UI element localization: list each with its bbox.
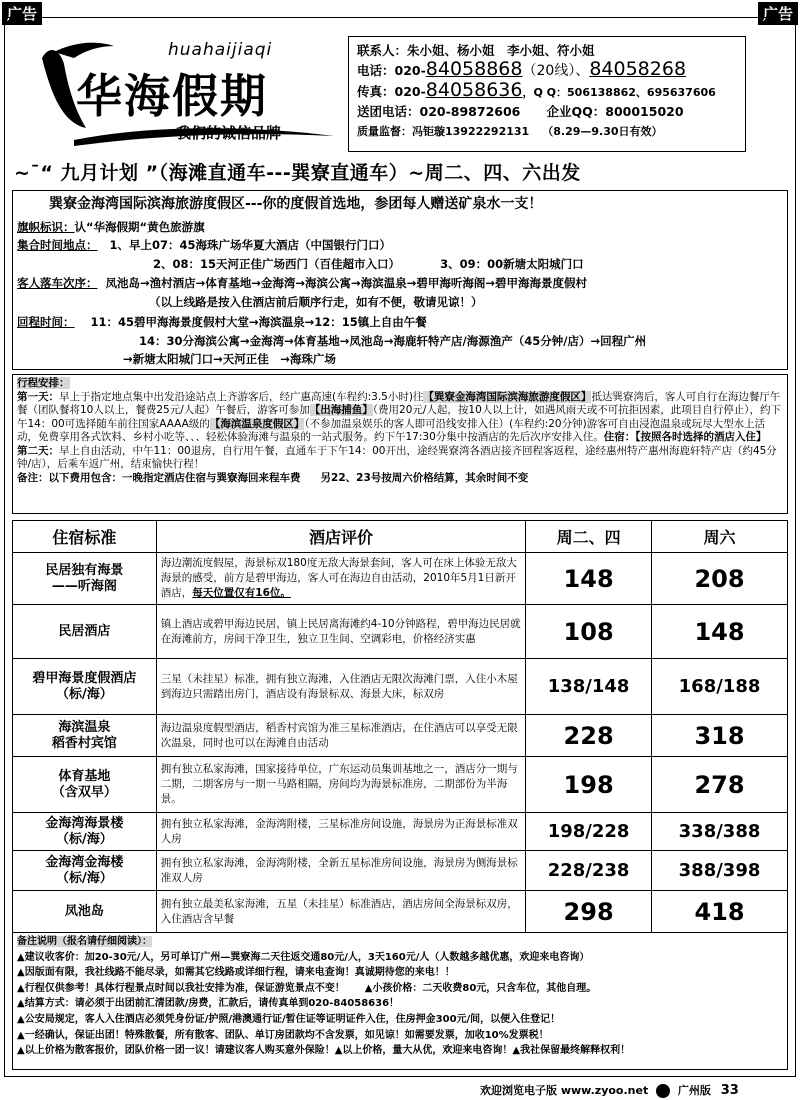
table-row	[13, 715, 788, 757]
gather-row-1	[17, 237, 391, 253]
hotel-name-cell	[13, 553, 157, 605]
table-row	[13, 757, 788, 813]
col-header-saturday: 周六	[652, 521, 788, 553]
hotel-subname: （含双早）	[51, 784, 117, 800]
contact-group-row	[357, 102, 737, 121]
contact-supervisor-row	[357, 121, 737, 141]
saturday-price: 418	[652, 891, 788, 933]
gather-label: 集合时间地点：	[17, 238, 98, 252]
gather-point-2: 2、08：15天河正佳广场西门（百佳超市入口）	[153, 257, 401, 271]
notes-title: 备注说明（报名请仔细阅读）：	[17, 936, 152, 947]
table-row	[13, 813, 788, 851]
group-phone: 送团电话：020-89872606	[357, 104, 521, 119]
fee-weekend-note: 另22、23号按周六价格结算，其余时间不变	[320, 471, 529, 484]
hotel-review-cell	[156, 851, 525, 891]
footer-edition: 广州版	[677, 1084, 711, 1097]
phone-1-note: （20线）、	[522, 63, 590, 79]
logo	[34, 28, 344, 146]
table-row	[13, 553, 788, 605]
note-line: ▲一经确认，保证出团！特殊散餐，所有散客、团队、单订房团款均不含发票，如见谅！如需要发票，加收10%发票税！	[17, 1029, 549, 1041]
hotel-review-note: 每天位置仅有16位。	[192, 587, 291, 599]
hotel-review: 拥有独立私家海滩，金海湾附楼，全新五星标准房间设施，海景房为侧海景标准双人房	[160, 856, 518, 884]
hotel-review-cell	[156, 757, 525, 813]
weekday-price: 198/228	[526, 813, 652, 851]
hotel-name-cell	[13, 715, 157, 757]
contact-fax-row	[357, 81, 737, 102]
hotel-review: 三星（未挂星）标准，拥有独立海滩，入住酒店无限次海滩门票，入住小木屋到海边只需踏出房门，酒店设有海景标双、海景大床，标双房	[160, 672, 518, 700]
hotel-review: 拥有独立私家海滩，金海湾附楼，三星标准房间设施，海景房为正海景标准双人房	[160, 817, 518, 845]
note-line: ▲建议收客价：加20-30元/人，另可单订广州—巽寮海二天往返交通80元/人，3天160元/人（人数越多越优惠，欢迎来电咨询）	[17, 951, 590, 963]
hotel-review-cell	[156, 605, 525, 659]
day-2-label: 第二天：	[17, 444, 59, 457]
price-table	[12, 520, 788, 933]
contact-box	[348, 36, 746, 152]
note-line: ▲行程仅供参考！具体行程景点时间以我社安排为准，保证游览景点不变！ ▲小孩价格：二天收费80元，只含车位，其他自理。	[17, 982, 597, 994]
page-footer	[480, 1082, 739, 1098]
phone-label: 电话：020-	[357, 63, 426, 78]
schedule-title: 行程安排：	[17, 377, 70, 389]
note-line: ▲以上价格为散客报价，团队价格一团一议！请建议客人购买意外保险！▲以上价格，量大从优，欢迎来电咨询！▲我社保留最终解释权利！	[17, 1045, 631, 1057]
day-1-text-a: 早上于指定地点集中出发沿途站点上齐游客后，经广惠高速(车程约:3.5小时)往	[59, 390, 424, 403]
footer-website: 欢迎浏览电子版 www.zyoo.net	[480, 1084, 649, 1097]
saturday-price: 168/188	[652, 659, 788, 715]
table-row	[13, 659, 788, 715]
logo-slogan: 我们的诚信品牌	[176, 124, 282, 142]
validity-period: （8.29—9.30日有效）	[542, 125, 663, 138]
enterprise-qq: 企业QQ：800015020	[546, 104, 684, 119]
hotel-review-cell	[156, 891, 525, 933]
saturday-price: 318	[652, 715, 788, 757]
hotel-name: 海滨温泉	[58, 719, 111, 735]
saturday-price: 208	[652, 553, 788, 605]
day-1-text-d: （不参加温泉娱乐的客人即可沿线安排入住）(车程约:20分钟)游客可自由浸泡温泉或玩尽大型水上活动，免费享用各式饮料、乡村小吃等、、、轻松体验海滩与温泉的一站式服务。约下午17:30分集中按酒店的先后次序安排入住。	[17, 417, 766, 443]
hotel-review: 海边潮流度假屋，海景标双180度无敌大海景套间，客人可在床上体验无敌大海景的感受，前方是碧甲海边，客人可在海边自由活动，2010年5月1日新开酒店，	[160, 557, 517, 599]
hotel-subname: 稻香村宾馆	[51, 735, 117, 751]
note-line: ▲公安局规定，客人入住酒店必须凭身份证/护照/港澳通行证/暂住证等证明证件入住，住房押金300元/间，以便入住登记！	[17, 1013, 561, 1025]
hotel-name-cell	[13, 813, 157, 851]
day-1-resort: 【巽寮金海湾国际滨海旅游度假区】	[423, 390, 592, 403]
fax-label: 传真：020-	[357, 84, 426, 99]
hotel-review-cell	[156, 813, 525, 851]
saturday-price: 338/388	[652, 813, 788, 851]
day-1-hot-spring: 【海滨温泉度假区】	[209, 417, 305, 430]
weekday-price: 148	[526, 553, 652, 605]
day-1-stay: 住宿：【按照各时选择的酒店入住】	[603, 431, 767, 443]
col-header-weekday: 周二、四	[526, 521, 652, 553]
hotel-subname: ——听海阁	[51, 578, 117, 594]
logo-pinyin: huahaijiaqi	[168, 40, 273, 60]
gather-row-2	[153, 256, 584, 272]
hotel-subname: （标/海）	[56, 831, 113, 847]
drop-order-1: 凤池岛→渔村酒店→体育基地→金海湾→海滨公寓→海滨温泉→碧甲海听海阁→碧甲海海景度假村	[105, 276, 587, 290]
hotel-name: 体育基地	[58, 768, 111, 784]
day-2	[17, 445, 783, 472]
quality-supervisor: 质量监督：冯钜璇13922292131	[357, 125, 530, 138]
hotel-name: 金海湾金海楼	[45, 854, 124, 870]
weekday-price: 228	[526, 715, 652, 757]
hotel-review-cell	[156, 659, 525, 715]
return-label: 回程时间：	[17, 315, 75, 329]
table-row	[13, 851, 788, 891]
col-header-review: 酒店评价	[156, 521, 525, 553]
hotel-review: 海边温泉度假型酒店，稻香村宾馆为准三星标准酒店，在住酒店可以享受无限次温泉，同时也可以在海滩自由活动	[160, 721, 518, 749]
hotel-name: 凤池岛	[64, 903, 104, 919]
logo-name: 华海假期	[76, 69, 268, 123]
note-line: ▲结算方式：请必须于出团前汇清团款/房费，汇款后，请传真单到020-84058636！	[17, 998, 400, 1010]
day-1-fishing: 【出海捕鱼】	[309, 404, 373, 416]
day-1-text-c: （费用20元/人起，按10人以上计，如遇风雨天或不可抗拒因素，此项目自行停止），约下午14：00可选择随车前往国家AAAA级的	[17, 404, 782, 430]
hotel-subname: （标/海）	[56, 870, 113, 886]
fax-number: 84058636	[425, 79, 523, 101]
hotel-name-cell	[13, 757, 157, 813]
day-1-text-b: 抵达巽寮湾后，客人可自行在海边餐厅午餐（团队餐将10人以上，餐费25元/人起）午餐后，游客可参加	[17, 390, 781, 416]
plan-title: ~ˉ“ 九月计划 ”（海滩直通车---巽寮直通车）~周二、四、六出发	[14, 162, 581, 184]
fee-included: 以下费用包含：一晚指定酒店住宿与巽寮海回来程车费	[48, 471, 301, 484]
qq-numbers: ，Q Q：506138862、695637606	[522, 86, 716, 99]
price-table-header	[13, 521, 788, 553]
schedule-box	[12, 374, 788, 514]
return-row-1	[17, 314, 427, 330]
flag-label: 旗帜标识：	[17, 220, 75, 234]
hotel-name: 民居独有海景	[45, 562, 124, 578]
flag-value: 认“华海假期“黄色旅游旗	[74, 220, 205, 234]
hotel-subname: （标/海）	[56, 686, 113, 702]
hotel-name: 民居酒店	[58, 623, 111, 639]
hotel-name: 金海湾海景楼	[45, 815, 124, 831]
gather-point-3: 3、09：00新塘太阳城门口	[440, 257, 584, 271]
table-row	[13, 605, 788, 659]
hotel-review-cell	[156, 553, 525, 605]
flag-row	[17, 219, 205, 235]
ad-label-left: 广告	[2, 2, 42, 25]
tour-info-box	[12, 190, 788, 370]
return-line-1: 11：45碧甲海海景度假村大堂→海滨温泉→12：15镇上自由午餐	[90, 315, 427, 329]
page-number: 33	[720, 1083, 739, 1098]
notes-box	[12, 932, 788, 1070]
col-header-hotel: 住宿标准	[13, 521, 157, 553]
phone-2: 84058268	[589, 58, 687, 80]
weekday-price: 298	[526, 891, 652, 933]
phone-1: 84058868	[425, 58, 523, 80]
return-row-2: 14：30分海滨公寓→金海湾→体育基地→凤池岛→海鹿轩特产店/海源渔产（45分钟/店）→回程广州	[139, 334, 647, 348]
hotel-name: 碧甲海景度假酒店	[32, 670, 137, 686]
weekday-price: 228/238	[526, 851, 652, 891]
hotel-review: 镇上酒店或碧甲海边民居，镇上民居离海滩约4-10分钟路程，碧甲海边民居就在海滩前方，房间干净卫生，独立卫生间、空调彩电，价格经济实惠	[160, 617, 521, 645]
fee-row	[17, 472, 783, 486]
hotel-name-cell	[13, 851, 157, 891]
order-label: 客人落车次序：	[17, 276, 98, 290]
saturday-price: 278	[652, 757, 788, 813]
hotel-name-cell	[13, 659, 157, 715]
ad-label-right: 广告	[758, 2, 798, 25]
hotel-name-cell	[13, 891, 157, 933]
return-row-3: →新塘太阳城门口→天河正佳 →海珠广场	[123, 352, 336, 366]
order-row-2: （以上线路是按入住酒店前后顺序行走，如有不便，敬请见谅！）	[149, 295, 483, 309]
order-row-1	[17, 275, 587, 291]
note-line: ▲因版面有限，我社线路不能尽录，如需其它线路或详细行程，请来电查询！真诚期待您的来电！！	[17, 967, 455, 979]
day-2-text: 早上自由活动，中午11：00退房，自行用午餐，直通车于下午14：00开出，途经巽寮湾各酒店接齐回程客返程，途经惠州特产惠州海鹿轩特产店（约45分钟/店），后乘车返广州，结束愉快行程！	[17, 444, 777, 470]
contact-people: 联系人：朱小姐、杨小姐 李小姐、符小姐	[357, 43, 595, 58]
gather-point-1: 1、早上07：45海珠广场华夏大酒店（中国银行门口）	[109, 238, 392, 252]
resort-headline: 巽寮金海湾国际滨海旅游度假区---你的度假首选地，参团每人赠送矿泉水一支！	[49, 196, 543, 212]
hotel-name-cell	[13, 605, 157, 659]
day-1	[17, 391, 783, 445]
hotel-review-cell	[156, 715, 525, 757]
weekday-price: 108	[526, 605, 652, 659]
table-row	[13, 891, 788, 933]
hotel-review: 拥有独立最美私家海滩，五星（未挂星）标准酒店，酒店房间全海景标双房，入住酒店含早餐	[160, 897, 518, 925]
contact-phone-row	[357, 60, 737, 81]
weekday-price: 138/148	[526, 659, 652, 715]
footer-logo-icon	[656, 1084, 670, 1098]
day-1-label: 第一天：	[17, 390, 59, 403]
saturday-price: 148	[652, 605, 788, 659]
hotel-review: 拥有独立私家海滩，国家接待单位，广东运动员集训基地之一，酒店分一期与二期，二期客房与一期一马路相隔，房间均为海景标准房，二期部份为半海景。	[160, 763, 518, 805]
saturday-price: 388/398	[652, 851, 788, 891]
weekday-price: 198	[526, 757, 652, 813]
fee-label: 备注：	[17, 471, 49, 484]
